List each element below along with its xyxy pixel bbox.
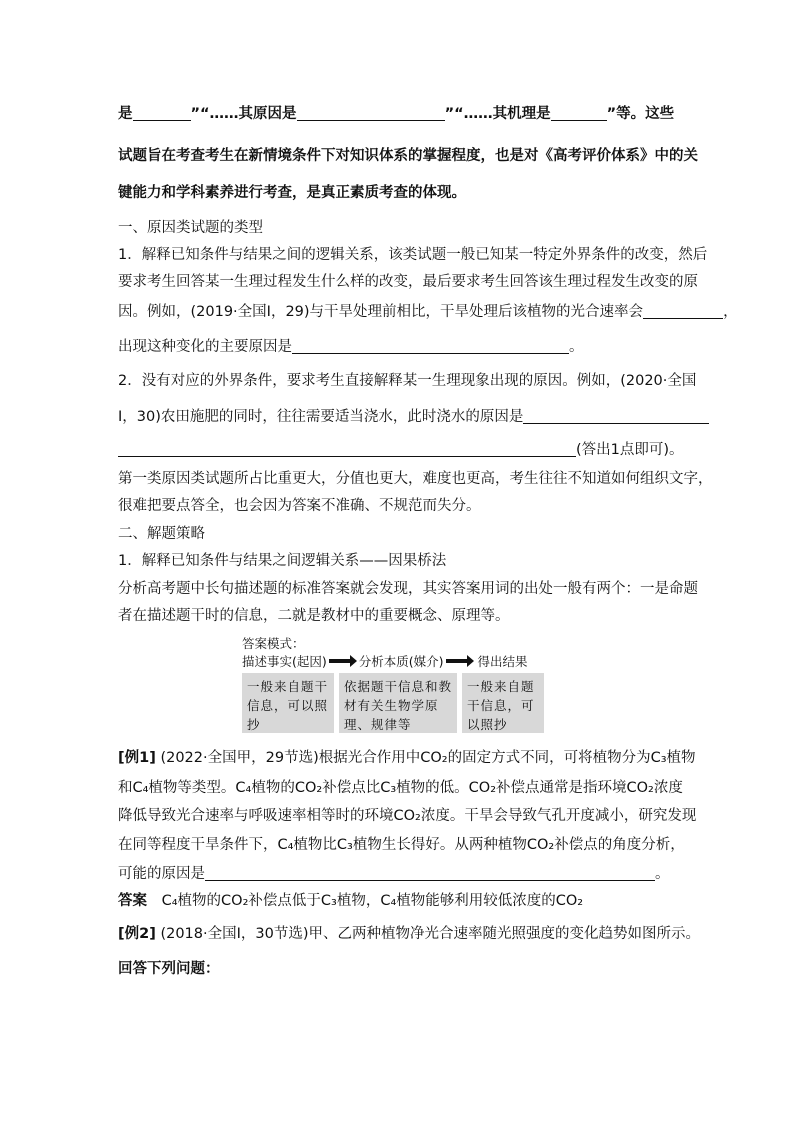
punct: 。 xyxy=(655,866,670,882)
example1-line3: 降低导致光合速率与呼吸速率相等时的环境CO₂浓度。干旱会导致气孔开度减小，研究发现 xyxy=(118,808,697,824)
answer-blank[interactable] xyxy=(133,106,191,121)
section2-item1: 1．解释已知条件与结果之间逻辑关系——因果桥法 xyxy=(118,553,447,569)
answer-mode-steps xyxy=(242,651,547,671)
box-result: 一般来自题干信息，可以照抄 xyxy=(462,673,544,733)
intro-text-c: ”“……其机理是 xyxy=(444,106,551,122)
example2-line1-text: 甲、乙两种植物净光合速率随光照强度的变化趋势如图所示。 xyxy=(308,926,701,942)
box-medium: 依据题干信息和教材有关生物学原理、规律等 xyxy=(339,673,457,733)
answer-mode-diagram xyxy=(242,634,547,733)
example2-line2: 回答下列问题： xyxy=(118,961,220,977)
example2-tag: [例2] xyxy=(118,926,156,942)
section1-item2-line3 xyxy=(118,438,684,459)
section1-item1-line2: 要求考生回答某一生理过程发生什么样的改变，最后要求考生回答该生理过程发生改变的原 xyxy=(118,274,698,290)
example2-source: (2018·全国Ⅰ，30节选) xyxy=(160,926,309,942)
example1-line5-text: 可能的原因是 xyxy=(118,866,205,882)
arrow-right-icon xyxy=(329,659,351,663)
example2-line1 xyxy=(118,922,701,943)
answer-blank[interactable] xyxy=(551,106,607,121)
section1-item2-line2-text: Ⅰ，30)农田施肥的同时，往往需要适当浇水，此时浇水的原因是 xyxy=(118,409,524,425)
answer-blank[interactable] xyxy=(643,304,723,319)
section1-note-line2: 很难把要点答全，也会因为答案不准确、不规范而失分。 xyxy=(118,498,481,514)
arrow-right-icon xyxy=(446,659,468,663)
example1-tag: [例1] xyxy=(118,750,156,766)
example1-answer xyxy=(118,889,684,910)
intro-line-3: 键能力和学科素养进行考查，是真正素质考查的体现。 xyxy=(118,185,466,201)
answer-mode-label: 答案模式： xyxy=(242,636,305,651)
answer-blank[interactable] xyxy=(292,339,569,354)
example1-line2: 和C₄植物等类型。C₄植物的CO₂补偿点比C₃植物的低。CO₂补偿点通常是指环境CO₂浓度 xyxy=(118,780,683,796)
intro-text-b: ”“……其原因是 xyxy=(190,106,297,122)
answer-blank[interactable] xyxy=(118,442,576,457)
section1-item1-line4 xyxy=(118,335,684,356)
answer-blank[interactable] xyxy=(297,106,445,121)
section2-desc-line2: 者在描述题干时的信息，二就是教材中的重要概念、原理等。 xyxy=(118,608,510,624)
example1-source: (2022·全国甲，29节选) xyxy=(160,750,319,766)
section1-note-line1: 第一类原因类试题所占比重更大，分值也更大，难度也更高，考生往往不知道如何组织文字， xyxy=(118,471,713,487)
example1-line4: 在同等程度干旱条件下，C₄植物比C₃植物生长得好。从两种植物CO₂补偿点的角度分析， xyxy=(118,837,685,853)
section2-title: 二、解题策略 xyxy=(118,526,205,542)
answer-text: C₄植物的CO₂补偿点低于C₃植物，C₄植物能够利用较低浓度的CO₂ xyxy=(161,893,584,909)
section1-item2-line3-text: (答出1点即可)。 xyxy=(576,442,684,458)
answer-blank[interactable] xyxy=(523,409,709,424)
section1-item2-line2 xyxy=(118,405,684,426)
section1-item1-line3-text: 因。例如，(2019·全国Ⅰ，29)与干旱处理前相比，干旱处理后该植物的光合速率会 xyxy=(118,304,644,320)
intro-line-2: 试题旨在考查考生在新情境条件下对知识体系的掌握程度，也是对《高考评价体系》中的关 xyxy=(118,148,698,164)
section1-title: 一、原因类试题的类型 xyxy=(118,220,263,236)
intro-line-1 xyxy=(118,102,684,123)
intro-text-d: ”等。这些 xyxy=(606,106,675,122)
example1-line5 xyxy=(118,862,684,883)
answer-label: 答案 xyxy=(118,893,147,909)
section1-item2-line1: 2．没有对应的外界条件，要求考生直接解释某一生理现象出现的原因。例如，(2020·全国 xyxy=(118,373,697,389)
punct: 。 xyxy=(569,339,584,355)
box-cause: 一般来自题干信息，可以照抄 xyxy=(242,673,334,733)
section1-item1-line3 xyxy=(118,300,738,321)
section1-item1-line4-text: 出现这种变化的主要原因是 xyxy=(118,339,292,355)
answer-mode-boxes xyxy=(242,673,547,733)
answer-blank[interactable] xyxy=(205,866,655,881)
example1-line1-text: 根据光合作用中CO₂的固定方式不同，可将植物分为C₃植物 xyxy=(318,750,696,766)
section2-desc-line1: 分析高考题中长句描述题的标准答案就会发现，其实答案用词的出处一般有两个：一是命题 xyxy=(118,581,698,597)
intro-text-a: 是 xyxy=(118,106,133,122)
punct: ， xyxy=(723,304,738,320)
example1-line1 xyxy=(118,746,696,767)
section1-item1-line1: 1．解释已知条件与结果之间的逻辑关系，该类试题一般已知某一特定外界条件的改变，然后 xyxy=(118,247,708,263)
step-medium: 分析本质(媒介) xyxy=(358,654,444,669)
step-result: 得出结果 xyxy=(477,654,528,669)
step-cause: 描述事实(起因) xyxy=(242,654,327,669)
